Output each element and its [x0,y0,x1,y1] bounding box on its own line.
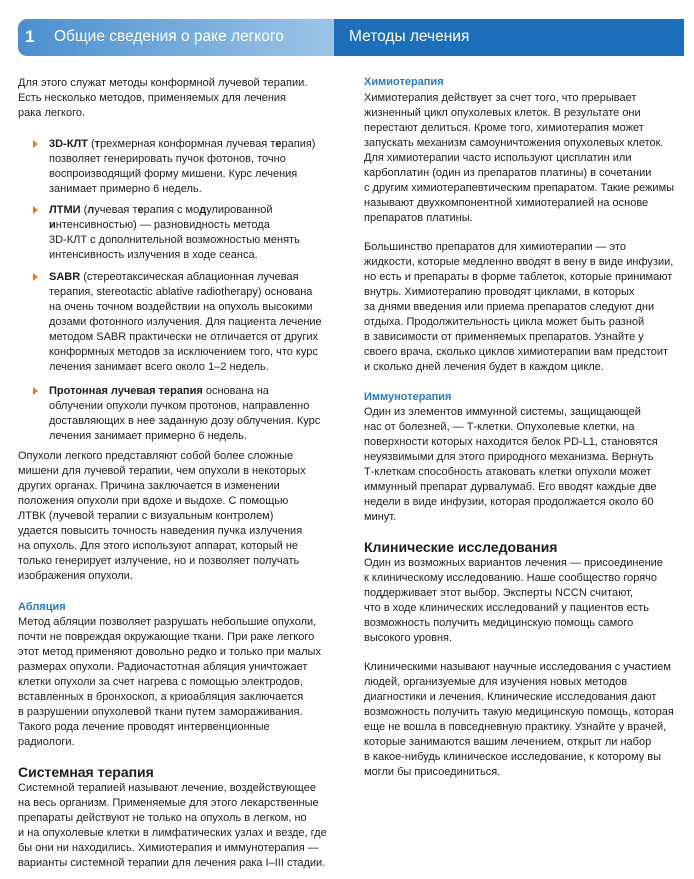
text-line: бы они ни находились. Химиотерапия и иммунотерапия — [18,842,319,855]
text-line: своего врача, сколько циклов химиотерапии вам предстоит [364,346,669,359]
text-line: доставляющих в нее заданную дозу облучения. Курс [49,415,321,428]
text-line: Один из элементов иммунной системы, защищающей [364,406,641,418]
text-line: Для химиотерапии часто используют цисплатин или [364,152,632,165]
text-line: этот метод применяют довольно редко и только при малых [18,646,321,659]
immunotherapy-heading: Иммунотерапия [364,391,452,403]
text-line: недели в виде инфузии, которая продолжается около 60 [364,496,654,509]
text-line: Химиотерапия действует за счет того, что прерывает [364,92,637,104]
bullet-arrow-icon [33,387,38,395]
bullet-title: Протонная лучевая терапия основана на [49,385,269,397]
ablation-paragraph [18,615,321,750]
systemic-therapy-paragraph [18,781,327,871]
text-line: которые занимаются вашим лечением, открыт ли набор [364,736,652,749]
text-line: других органах. Причина заключается в изменении [18,480,280,493]
text-line: перестают делиться. Кроме того, химиотерапия может [364,122,644,135]
text-line: за днями введения или приема препаратов следуют дни [364,301,655,314]
text-line: людей, организуемые для изучения новых методов [364,676,628,689]
text-line: еще не вошла в повседневную практику. Узнайте у врачей, [364,721,667,734]
chapter-banner [18,19,334,56]
text-line: но есть и препараты в форме таблеток, которые принимают [364,271,673,284]
text-line: с другим химиотерапевтическим препаратом. Такие режимы [364,182,675,195]
text-line: интенсивность излучения в ходе сеанса. [49,249,258,262]
text-line: дозами фотонного излучения. Для пациента лечение [49,316,322,329]
paragraph-tracking [18,449,306,584]
text-line: Большинство препаратов для химиотерапии — это [364,241,627,253]
chemotherapy-paragraph [364,91,674,226]
text-line: Для этого служат методы конформной лучевой терапии. [18,77,308,89]
clinical-trials-heading: Клинические исследования [364,539,558,555]
text-line: вставленных в бронхоскоп, а криоабляция заключается [18,691,304,704]
immunotherapy-paragraph [364,405,658,525]
text-line: Т-клеткам способность атаковать клетки опухоли может [364,466,652,479]
text-line: лечения занимает примерно 6 недель. [49,430,247,443]
text-line: минут. [364,511,397,524]
text-line: Такого рода лечение проводят интервенционные [18,721,270,734]
chapter-title: Общие сведения о раке легкого [54,28,284,45]
text-line: внутрь. Химиотерапию проводят циклами, в которых [364,286,635,299]
bullet-item [49,384,320,444]
clinical-trials-paragraph [364,556,663,646]
text-line: диагностики и лечения. Клинические исследования дают [364,691,657,704]
text-line: к клиническому исследованию. Наше сообщество горячо [364,572,658,585]
text-line: отдыха. Продолжительность цикла может быть разной [364,316,645,329]
text-line: клетки опухоли за счет нагрева с помощью электродов, [18,676,303,689]
text-line: конформных методов за исключением того, что курс [49,346,318,359]
text-line: рака легкого. [18,107,86,120]
text-line: Метод абляции позволяет разрушать небольшие опухоли, [18,616,317,628]
text-line: Системной терапией называют лечение, воздействующее [18,782,316,794]
text-line: поддерживает этот выбор. Эксперты NCCN считают, [364,587,634,600]
text-line: методом SABR практически не отличается от других [49,331,318,344]
intro-paragraph [18,76,307,121]
text-line: карбоплатин (один из препаратов платины) в сочетании [364,167,652,180]
text-line: жидкости, которые медленно вводят в вену в виде инфузии, [364,256,674,269]
clinical-trials-definition-paragraph [364,660,674,780]
text-line: высокого уровня. [364,632,453,645]
text-line: в зависимости от применяемых препаратов. Узнайте у [364,331,644,344]
bullet-item [49,203,300,263]
chemotherapy-cycles-paragraph [364,240,673,375]
text-line: терапия, stereotactic ablative radiotherapy) основана [49,286,313,299]
text-line: препаратов платины. [364,212,473,225]
text-line: называют двухкомпонентной химиотерапией на основе [364,197,649,210]
text-line: 3D-КЛТ с дополнительной возможностью менять [49,234,300,247]
bullet-item [49,270,322,375]
text-line: облучении опухоли пучком протонов, направленно [49,400,310,413]
section-title: Методы лечения [349,28,470,45]
text-line: препараты действуют не только на опухоль в легком, но [18,812,307,825]
bullet-arrow-icon [33,273,38,281]
text-line: удается повысить точность наведения пучка излучения [18,525,303,538]
text-line: в какое-нибудь клиническое исследование, к которому вы [364,751,662,764]
systemic-therapy-heading: Системная терапия [18,764,154,780]
text-line: варианты системной терапии для лечения рака I–III стадии. [18,857,326,870]
text-line: и сколько дней лечения будет в каждом цикле. [364,361,604,374]
text-line: запускать механизм самоуничтожения опухолевых клеток. [364,137,664,150]
text-line: на опухоль. Для этого используют аппарат, который не [18,540,299,553]
text-line: занимает примерно 6 недель. [49,183,202,196]
text-line: Клиническими называют научные исследования с участием [364,661,671,673]
ablation-heading: Абляция [18,601,66,613]
text-line: радиологи. [18,736,75,749]
text-line: могли бы присоединиться. [364,766,501,779]
text-line: положения опухоли при вдохе и выдохе. С помощью [18,495,289,508]
text-line: что в ходе клинических исследований у пациентов есть [364,602,649,615]
text-line: Есть несколько методов, применяемых для лечения [18,92,287,105]
text-line: размерах опухоли. Радиочастотная абляция уничтожает [18,661,308,674]
text-line: на очень точном воздействии на опухоль высокими [49,301,313,314]
section-banner [334,19,684,56]
page-header [18,19,684,56]
text-line: ЛТВК (лучевой терапии с визуальным контролем) [18,510,274,523]
text-line: возможность получить такую медицинскую помощь, которая [364,706,674,719]
text-line: мишени для лучевой терапии, чем опухоли в некоторых [18,465,306,478]
bullet-item [49,137,315,197]
text-line: нас от болезней, — Т-клетки. Опухолевые клетки, на [364,421,635,434]
text-line: жизненный цикл опухолевых клеток. В результате они [364,107,641,120]
text-line: в разрушении опухолевой ткани путем замораживания. [18,706,303,719]
bullet-title: 3D-КЛТ (трехмерная конформная лучевая терапия) [49,138,316,150]
bullet-title: интенсивностью) — разновидность метода [49,219,270,232]
text-line: поверхности которых находится белок PD-L1, становятся [364,436,658,449]
bullet-arrow-icon [33,140,38,148]
text-line: на весь организм. Применяемые для этого лекарственные [18,797,319,810]
text-line: лечения занимает всего около 1–2 недель. [49,361,269,374]
text-line: воспроизводящий форму мишени. Курс лечения [49,168,298,181]
chemotherapy-heading: Химиотерапия [364,76,444,88]
text-line: и на опухолевые клетки в лимфатических узлах и везде, где [18,827,327,840]
text-line: возможность получить медицинскую помощь самого [364,617,634,630]
bullet-title: ЛТМИ (лучевая терапия с модулированной [49,204,273,216]
bullet-title: SABR (стереотаксическая аблационная лучевая [49,271,299,283]
bullet-arrow-icon [33,206,38,214]
text-line: неуязвимыми для этого природного механизма. Вернуть [364,451,654,464]
text-line: изображения опухоли. [18,570,133,583]
text-line: Один из возможных вариантов лечения — присоединение [364,557,663,569]
text-line: почти не повреждая окружающие ткани. При раке легкого [18,631,315,644]
text-line: только генерирует излучение, но и позволяет получать [18,555,300,568]
chapter-number: 1 [25,27,35,46]
text-line: иммунный препарат дурвалумаб. Его вводят каждые две [364,481,657,494]
text-line: Опухоли легкого представляют собой более сложные [18,450,294,462]
text-line: позволяет генерировать пучок фотонов, точно [49,153,286,166]
